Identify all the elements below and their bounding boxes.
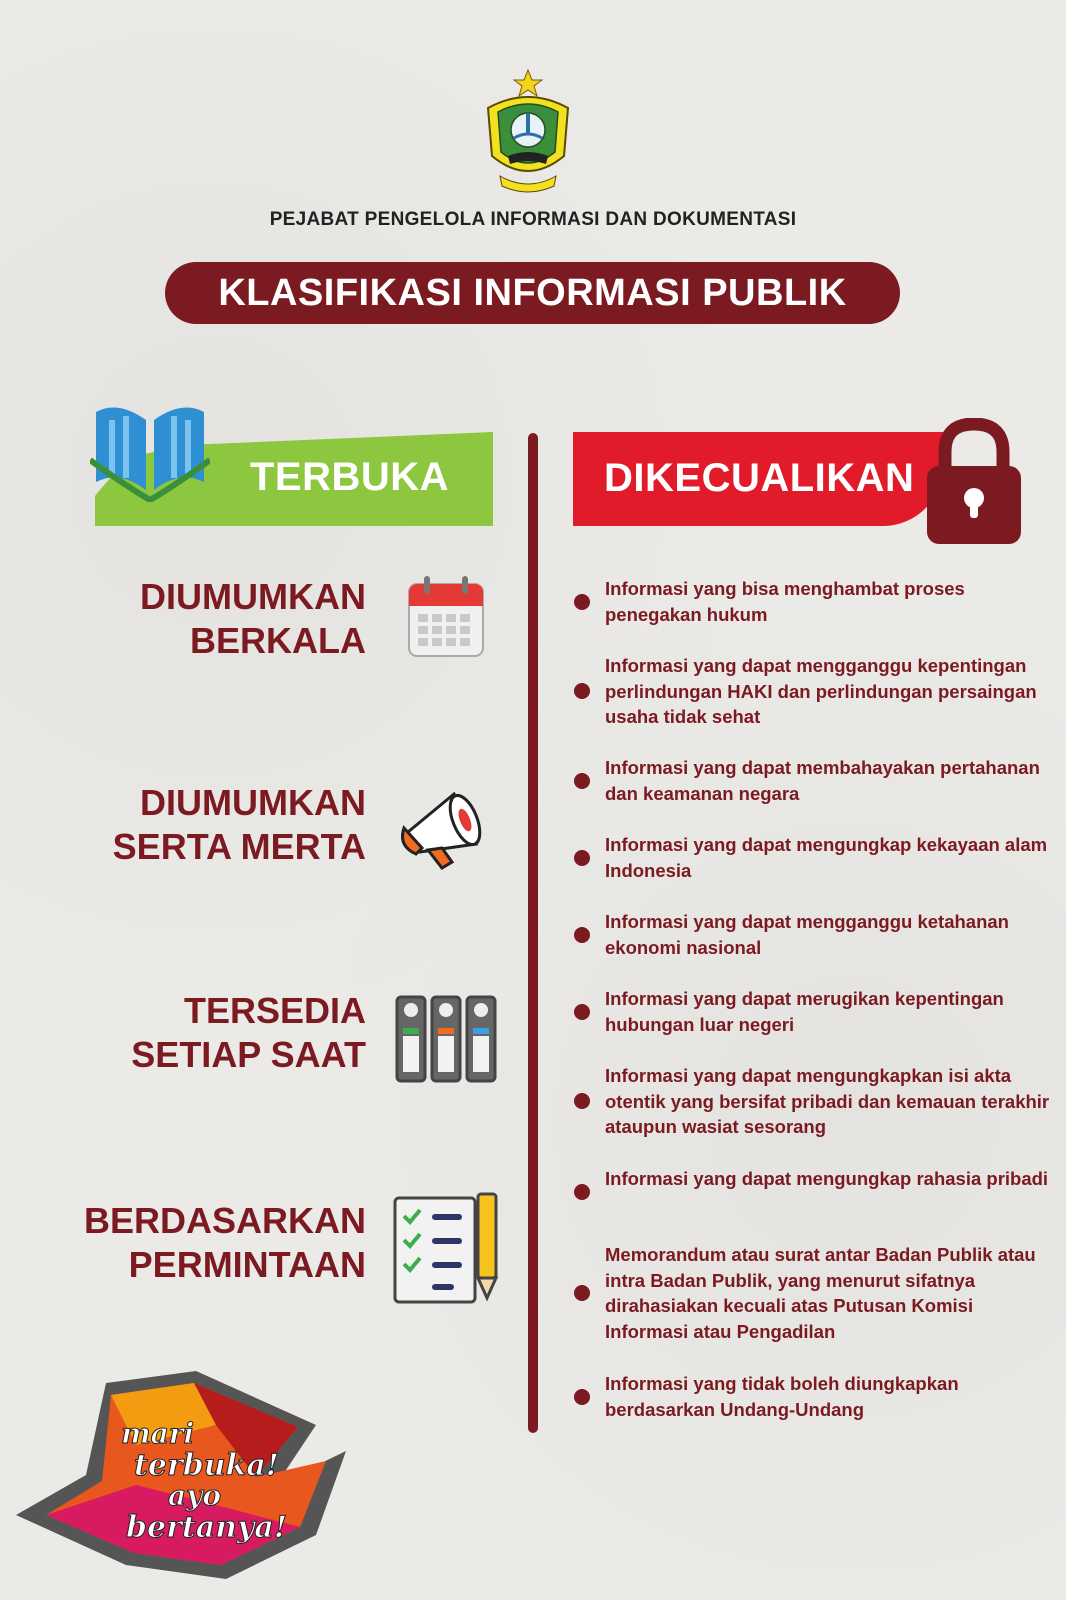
exempt-item: Informasi yang dapat mengungkap rahasia pribadi	[605, 1168, 1049, 1189]
exempt-item: Informasi yang tidak boleh diungkapkan berdasarkan Undang-Undang	[605, 1373, 959, 1420]
exempt-item: Informasi yang dapat membahayakan pertahanan dan keamanan negara	[605, 757, 1040, 804]
center-divider	[528, 433, 538, 1433]
list-bullet	[574, 1184, 590, 1200]
exempt-item: Informasi yang dapat mengungkapkan isi akta otentik yang bersifat pribadi dan kemauan terakhir ataupun wasiat sesorang	[605, 1065, 1050, 1137]
badge-line2: terbuka!	[134, 1448, 279, 1483]
category-on-request-line2: PERMINTAAN	[128, 1244, 366, 1285]
exempt-heading: DIKECUALIKAN	[604, 456, 915, 500]
page-title	[165, 262, 900, 324]
category-anytime-line1: TERSEDIA	[183, 990, 366, 1031]
list-bullet	[574, 1285, 590, 1301]
checklist-icon	[392, 1190, 502, 1306]
category-periodic-line1: DIUMUMKAN	[140, 576, 366, 617]
badge-line4: bertanya!	[126, 1510, 288, 1545]
list-bullet	[574, 850, 590, 866]
padlock-icon	[925, 418, 1023, 548]
badge-line1: mari	[121, 1417, 195, 1450]
exempt-item: Informasi yang dapat mengungkap kekayaan alam Indonesia	[605, 834, 1048, 881]
category-immediate	[113, 781, 366, 869]
category-periodic	[140, 575, 366, 663]
list-bullet	[574, 773, 590, 789]
exempt-item: Informasi yang dapat mengganggu ketahanan ekonomi nasional	[605, 911, 1009, 958]
category-on-request-line1: BERDASARKAN	[83, 1200, 366, 1241]
category-immediate-line2: SERTA MERTA	[112, 826, 366, 867]
category-immediate-line1: DIUMUMKAN	[140, 782, 366, 823]
category-periodic-line2: BERKALA	[190, 620, 366, 661]
open-book-icon	[90, 390, 210, 502]
category-anytime	[131, 989, 366, 1077]
exempt-item: Informasi yang bisa menghambat proses penegakan hukum	[605, 578, 965, 625]
list-bullet	[574, 1389, 590, 1405]
organization-name: PEJABAT PENGELOLA INFORMASI DAN DOKUMENTASI	[269, 209, 797, 230]
exempt-item: Informasi yang dapat mengganggu kepentingan perlindungan HAKI dan perlindungan persaingan usaha tidak sehat	[605, 655, 1037, 727]
list-bullet	[574, 1004, 590, 1020]
category-on-request	[84, 1199, 366, 1287]
category-anytime-line2: SETIAP SAAT	[131, 1034, 366, 1075]
mari-terbuka-badge	[16, 1365, 356, 1580]
calendar-icon	[406, 574, 486, 660]
exempt-item: Informasi yang dapat merugikan kepentingan hubungan luar negeri	[605, 988, 1004, 1035]
open-heading: TERBUKA	[250, 455, 450, 499]
exempt-item: Memorandum atau surat antar Badan Publik atau intra Badan Publik, yang menurut sifatnya dirahasiakan kecuali atas Putusan Komisi Informasi atau Pengadilan	[605, 1244, 1036, 1342]
binders-icon	[394, 994, 498, 1084]
page-title-text: KLASIFIKASI INFORMASI PUBLIK	[218, 271, 847, 314]
list-bullet	[574, 594, 590, 610]
badge-line3: ayo	[168, 1479, 222, 1512]
regional-emblem-logo	[480, 68, 576, 196]
list-bullet	[574, 927, 590, 943]
megaphone-icon	[398, 780, 492, 874]
